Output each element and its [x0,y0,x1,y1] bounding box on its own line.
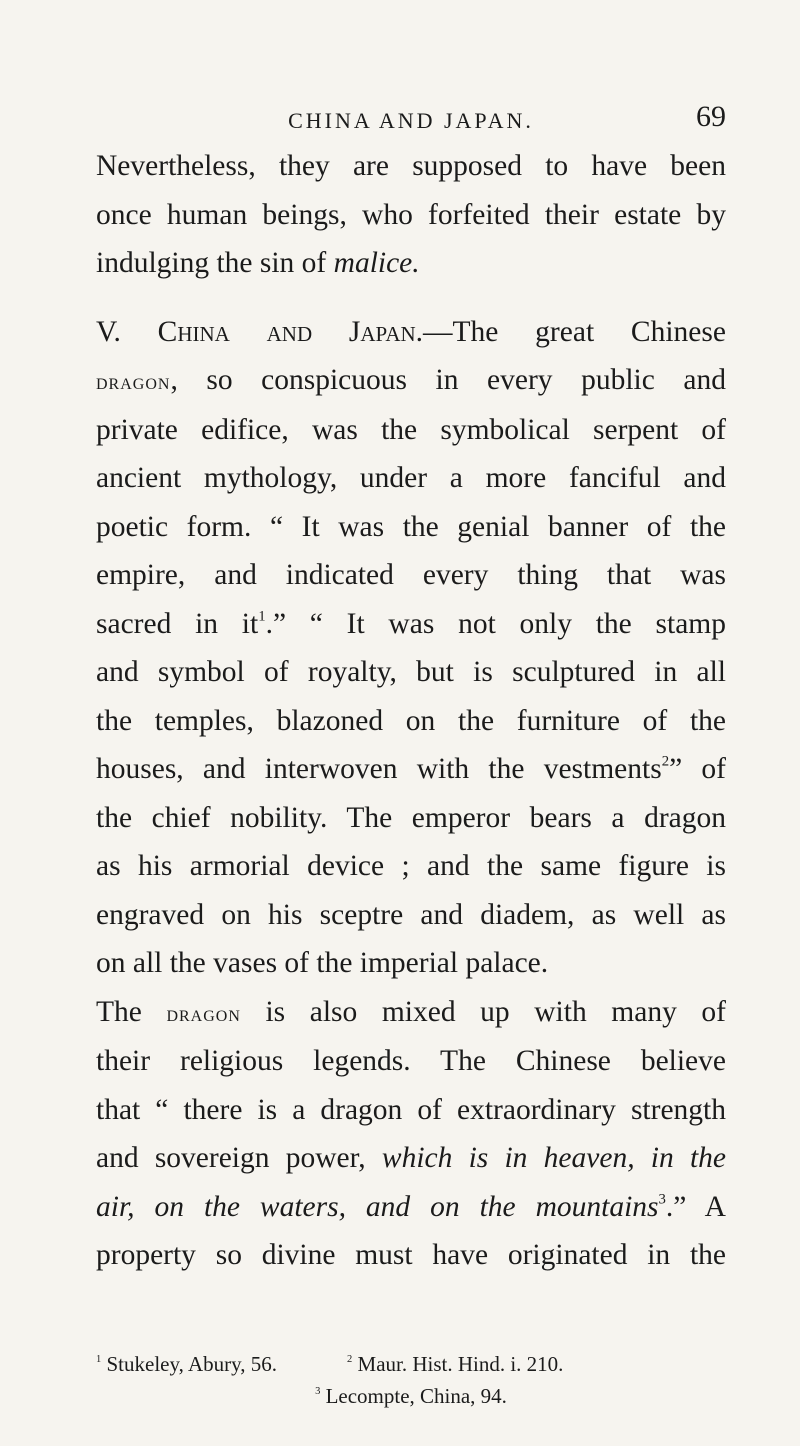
text-line: their religious legends. The Chinese believe [96,1045,726,1077]
footnote-ref: 2 [661,753,670,770]
running-head: CHINA AND JAPAN. [288,108,534,133]
text-line: ancient mythology, under a more fanciful and [96,462,726,494]
text-line: sacred in $it^1$.” “ It was not only the stamp [96,607,726,640]
text-line: The dragon is also mixed up with many of [96,995,726,1028]
text-line: that “ there is a dragon of extraordinary strength [96,1093,726,1126]
footnote: $^2$ Maur. Hist. Hind. i. 210. [347,1352,564,1376]
text-line: houses, and interwoven with the vestments$^2$” of [96,753,726,785]
small-caps-word: dragon [96,368,171,394]
text-line: indulging the sin of malice. [96,247,420,279]
footnote: $^1$ Stukeley, Abury, 56. [96,1352,278,1376]
footnote-row [96,1380,726,1412]
text-line: V. China and Japan.—The great Chinese [96,315,726,348]
text-line: once human beings, who forfeited their estate by [96,198,726,231]
text-line: and sovereign power, which is in heaven, in the [96,1142,727,1174]
italic-phrase: air, on the waters, and on the mountains [96,1190,659,1223]
text-line: empire, and indicated every thing that was [96,559,726,591]
text-line: private edifice, was the symbolical serpent of [96,413,726,446]
body-text [96,142,726,1280]
text-line: poetic form. “ It was the genial banner of the [96,510,726,543]
footnote: $^3$ Lecompte, China, 94. [315,1384,507,1408]
text-line: and symbol of royalty, but is sculptured in all [96,656,726,688]
text-line: the chief nobility. The emperor bears a dragon [96,801,726,834]
footnote-ref: 3 [658,1190,666,1207]
text-line: as his armorial device ; and the same figure is [96,850,726,882]
text-line: on all the vases of the imperial palace. [96,947,549,979]
footnote-row [96,1348,726,1380]
section-heading: China and Japan. [157,315,424,348]
small-caps-word: dragon [166,999,241,1026]
page-number: 69 [696,100,726,133]
text-line: property so divine must have originated in the [96,1239,726,1271]
italic-word: malice. [333,247,420,279]
footnotes [96,1348,726,1412]
italic-phrase: which is in heaven, in the [381,1142,727,1174]
text-line: air, on the waters, and on the mountains$^3$.” A [96,1190,726,1223]
text-line: dragon, so conspicuous in every public and [96,364,726,396]
footnote-ref: 1 [258,607,266,624]
text-line: Nevertheless, they are supposed to have been [96,150,726,182]
page-header [96,96,726,140]
text-line: engraved on his sceptre and diadem, as well as [96,898,726,931]
text-line: the temples, blazoned on the furniture of the [96,704,726,737]
